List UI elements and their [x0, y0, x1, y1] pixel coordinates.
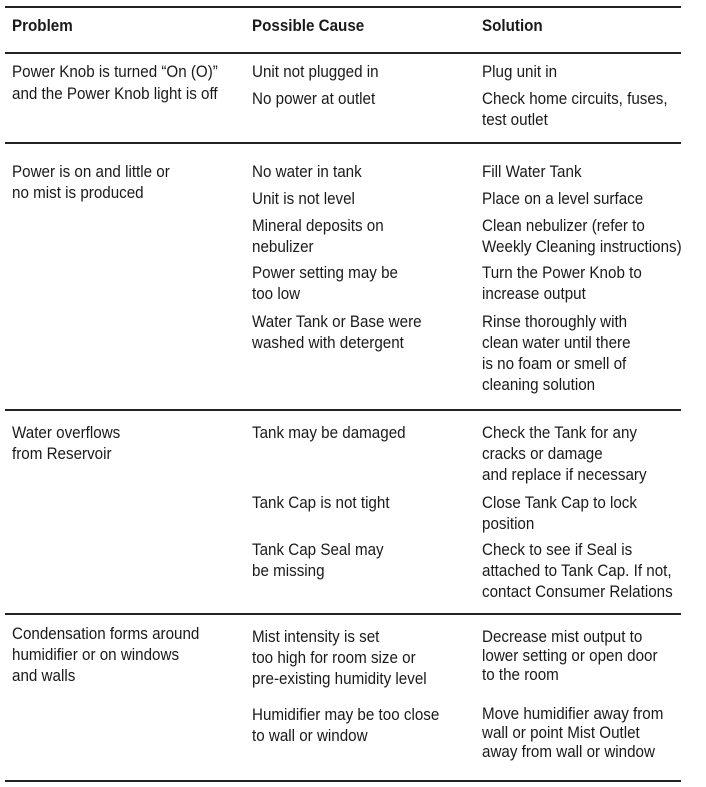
solution-line: Clean nebulizer (refer to	[482, 217, 645, 235]
cause-line: be missing	[252, 562, 325, 580]
solution-line: cleaning solution	[482, 376, 596, 394]
solution-line: is no foam or smell of	[482, 355, 627, 373]
solution-line: away from wall or window	[482, 743, 655, 761]
row-divider	[5, 409, 681, 411]
cause-line: Mineral deposits on	[252, 217, 384, 235]
problem-line: Power is on and little or	[12, 163, 170, 181]
header-rule	[5, 52, 681, 54]
table-bottom-rule	[5, 780, 681, 782]
header-possible-cause: Possible Cause	[252, 17, 365, 35]
solution-line: Plug unit in	[482, 63, 558, 81]
cause-line: too high for room size or	[252, 649, 416, 667]
cause-line: Tank Cap is not tight	[252, 494, 390, 512]
solution-line: attached to Tank Cap. If not,	[482, 562, 672, 580]
cause-line: Humidifier may be too close	[252, 706, 440, 724]
solution-line: increase output	[482, 285, 586, 303]
solution-line: Move humidifier away from	[482, 705, 664, 723]
problem-line: Condensation forms around	[12, 625, 200, 643]
solution-line: to the room	[482, 666, 559, 684]
solution-line: Check to see if Seal is	[482, 541, 633, 559]
solution-line: test outlet	[482, 111, 548, 129]
cause-line: to wall or window	[252, 727, 368, 745]
solution-line: contact Consumer Relations	[482, 583, 673, 601]
solution-line: Close Tank Cap to lock	[482, 494, 637, 512]
problem-line: Water overflows	[12, 424, 121, 442]
cause-line: Tank may be damaged	[252, 424, 406, 442]
solution-line: position	[482, 515, 535, 533]
cause-line: nebulizer	[252, 238, 314, 256]
solution-line: and replace if necessary	[482, 466, 647, 484]
solution-line: Rinse thoroughly with	[482, 313, 628, 331]
cause-line: Mist intensity is set	[252, 628, 380, 646]
row-divider	[5, 142, 681, 144]
solution-line: Turn the Power Knob to	[482, 264, 642, 282]
solution-line: cracks or damage	[482, 445, 603, 463]
cause-line: pre-existing humidity level	[252, 670, 427, 688]
problem-line: humidifier or on windows	[12, 646, 180, 664]
solution-line: Fill Water Tank	[482, 163, 582, 181]
solution-line: Check home circuits, fuses,	[482, 90, 668, 108]
cause-line: washed with detergent	[252, 334, 404, 352]
solution-line: Decrease mist output to	[482, 628, 643, 646]
solution-line: lower setting or open door	[482, 647, 658, 665]
cause-line: No power at outlet	[252, 90, 376, 108]
cause-line: Water Tank or Base were	[252, 313, 422, 331]
problem-line: no mist is produced	[12, 184, 144, 202]
row-divider	[5, 613, 681, 615]
solution-line: clean water until there	[482, 334, 631, 352]
header-problem: Problem	[12, 17, 73, 35]
solution-line: Weekly Cleaning instructions)	[482, 238, 682, 256]
cause-line: Unit not plugged in	[252, 63, 379, 81]
problem-line: and walls	[12, 667, 76, 685]
solution-line: wall or point Mist Outlet	[482, 724, 640, 742]
cause-line: Unit is not level	[252, 190, 355, 208]
problem-line: from Reservoir	[12, 445, 112, 463]
problem-line: Power Knob is turned “On (O)”	[12, 63, 218, 81]
cause-line: No water in tank	[252, 163, 362, 181]
table-top-rule	[5, 6, 681, 8]
solution-line: Place on a level surface	[482, 190, 644, 208]
header-solution: Solution	[482, 17, 543, 35]
cause-line: Power setting may be	[252, 264, 398, 282]
problem-line: and the Power Knob light is off	[12, 85, 218, 103]
solution-line: Check the Tank for any	[482, 424, 637, 442]
cause-line: too low	[252, 285, 301, 303]
cause-line: Tank Cap Seal may	[252, 541, 384, 559]
